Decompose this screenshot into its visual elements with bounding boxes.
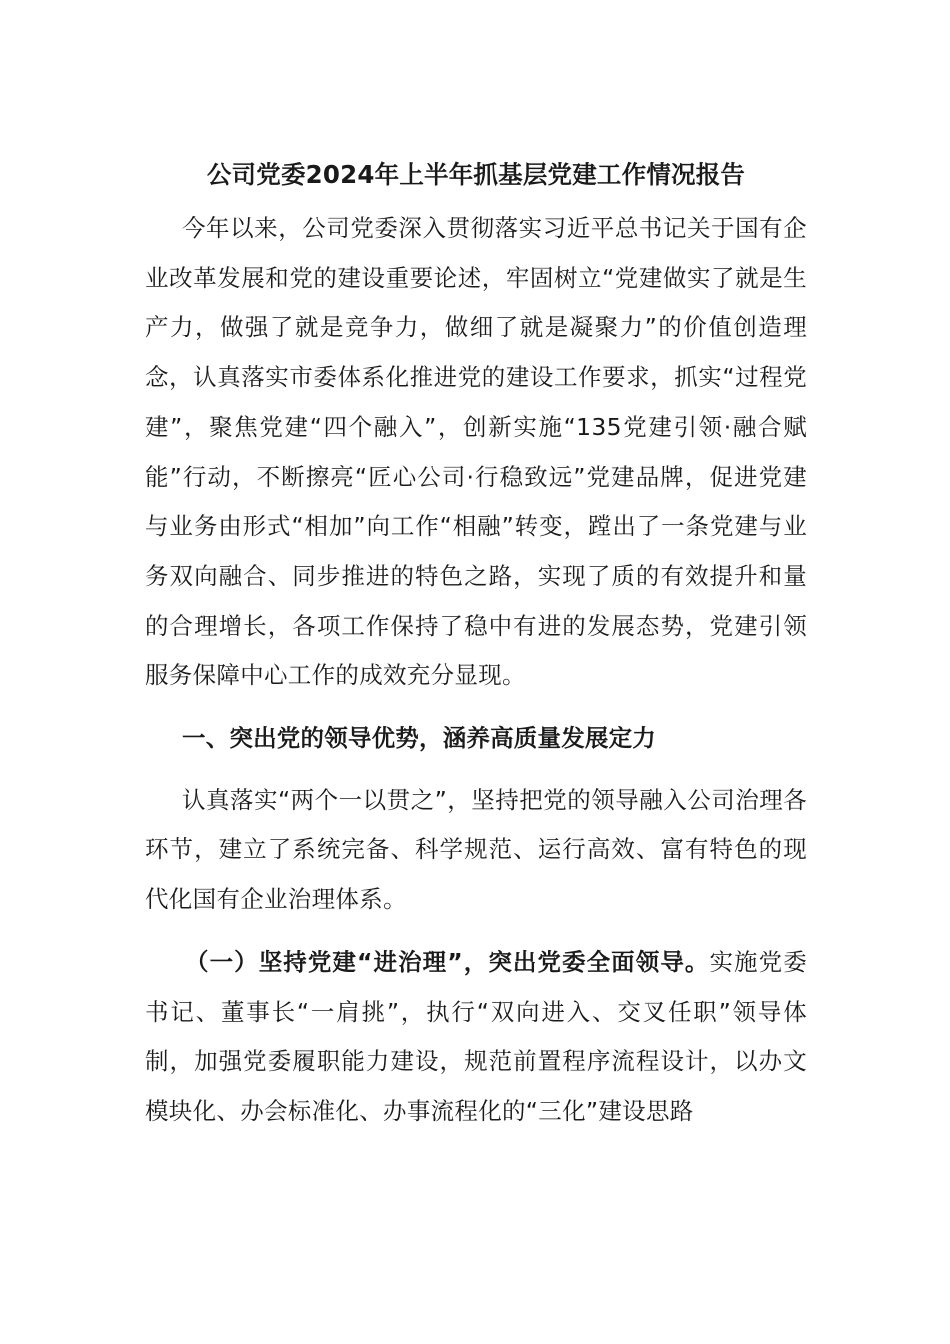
subsection-1-paragraph — [145, 938, 807, 1137]
section-1-paragraph: 认真落实“两个一以贯之”，坚持把党的领导融入公司治理各环节，建立了系统完备、科学规范、运行高效、富有特色的现代化国有企业治理体系。 — [145, 785, 807, 914]
section-heading-1: 一、突出党的领导优势，涵养高质量发展定力 — [182, 724, 656, 753]
subsection-1-body: 实施党委书记、董事长“一肩挑”，执行“双向进入、交叉任职”领导体制，加强党委履职能力建设，规范前置程序流程设计，以办文模块化、办会标准化、办事流程化的“三化”建设思路 — [145, 947, 808, 1125]
intro-paragraph: 今年以来，公司党委深入贯彻落实习近平总书记关于国有企业改革发展和党的建设重要论述，牢固树立“党建做实了就是生产力，做强了就是竞争力，做细了就是凝聚力”的价值创造理念，认真落实市委体系化推进党的建设工作要求，抓实“过程党建”，聚焦党建“四个融入”，创新实施“135党建引领·融合赋能”行动，不断擦亮“匠心公司·行稳致远”党建品牌，促进党建与业务由形式“相加”向工作“相融”转变，蹚出了一条党建与业务双向融合、同步推进的特色之路，实现了质的有效提升和量的合理增长，各项工作保持了稳中有进的发展态势，党建引领服务保障中心工作的成效充分显现。 — [145, 214, 807, 690]
document-title: 公司党委2024年上半年抓基层党建工作情况报告 — [206, 160, 746, 189]
document-body — [145, 148, 807, 1137]
subsection-1-lead: （一）坚持党建“进治理”，突出党委全面领导。 — [185, 947, 710, 976]
